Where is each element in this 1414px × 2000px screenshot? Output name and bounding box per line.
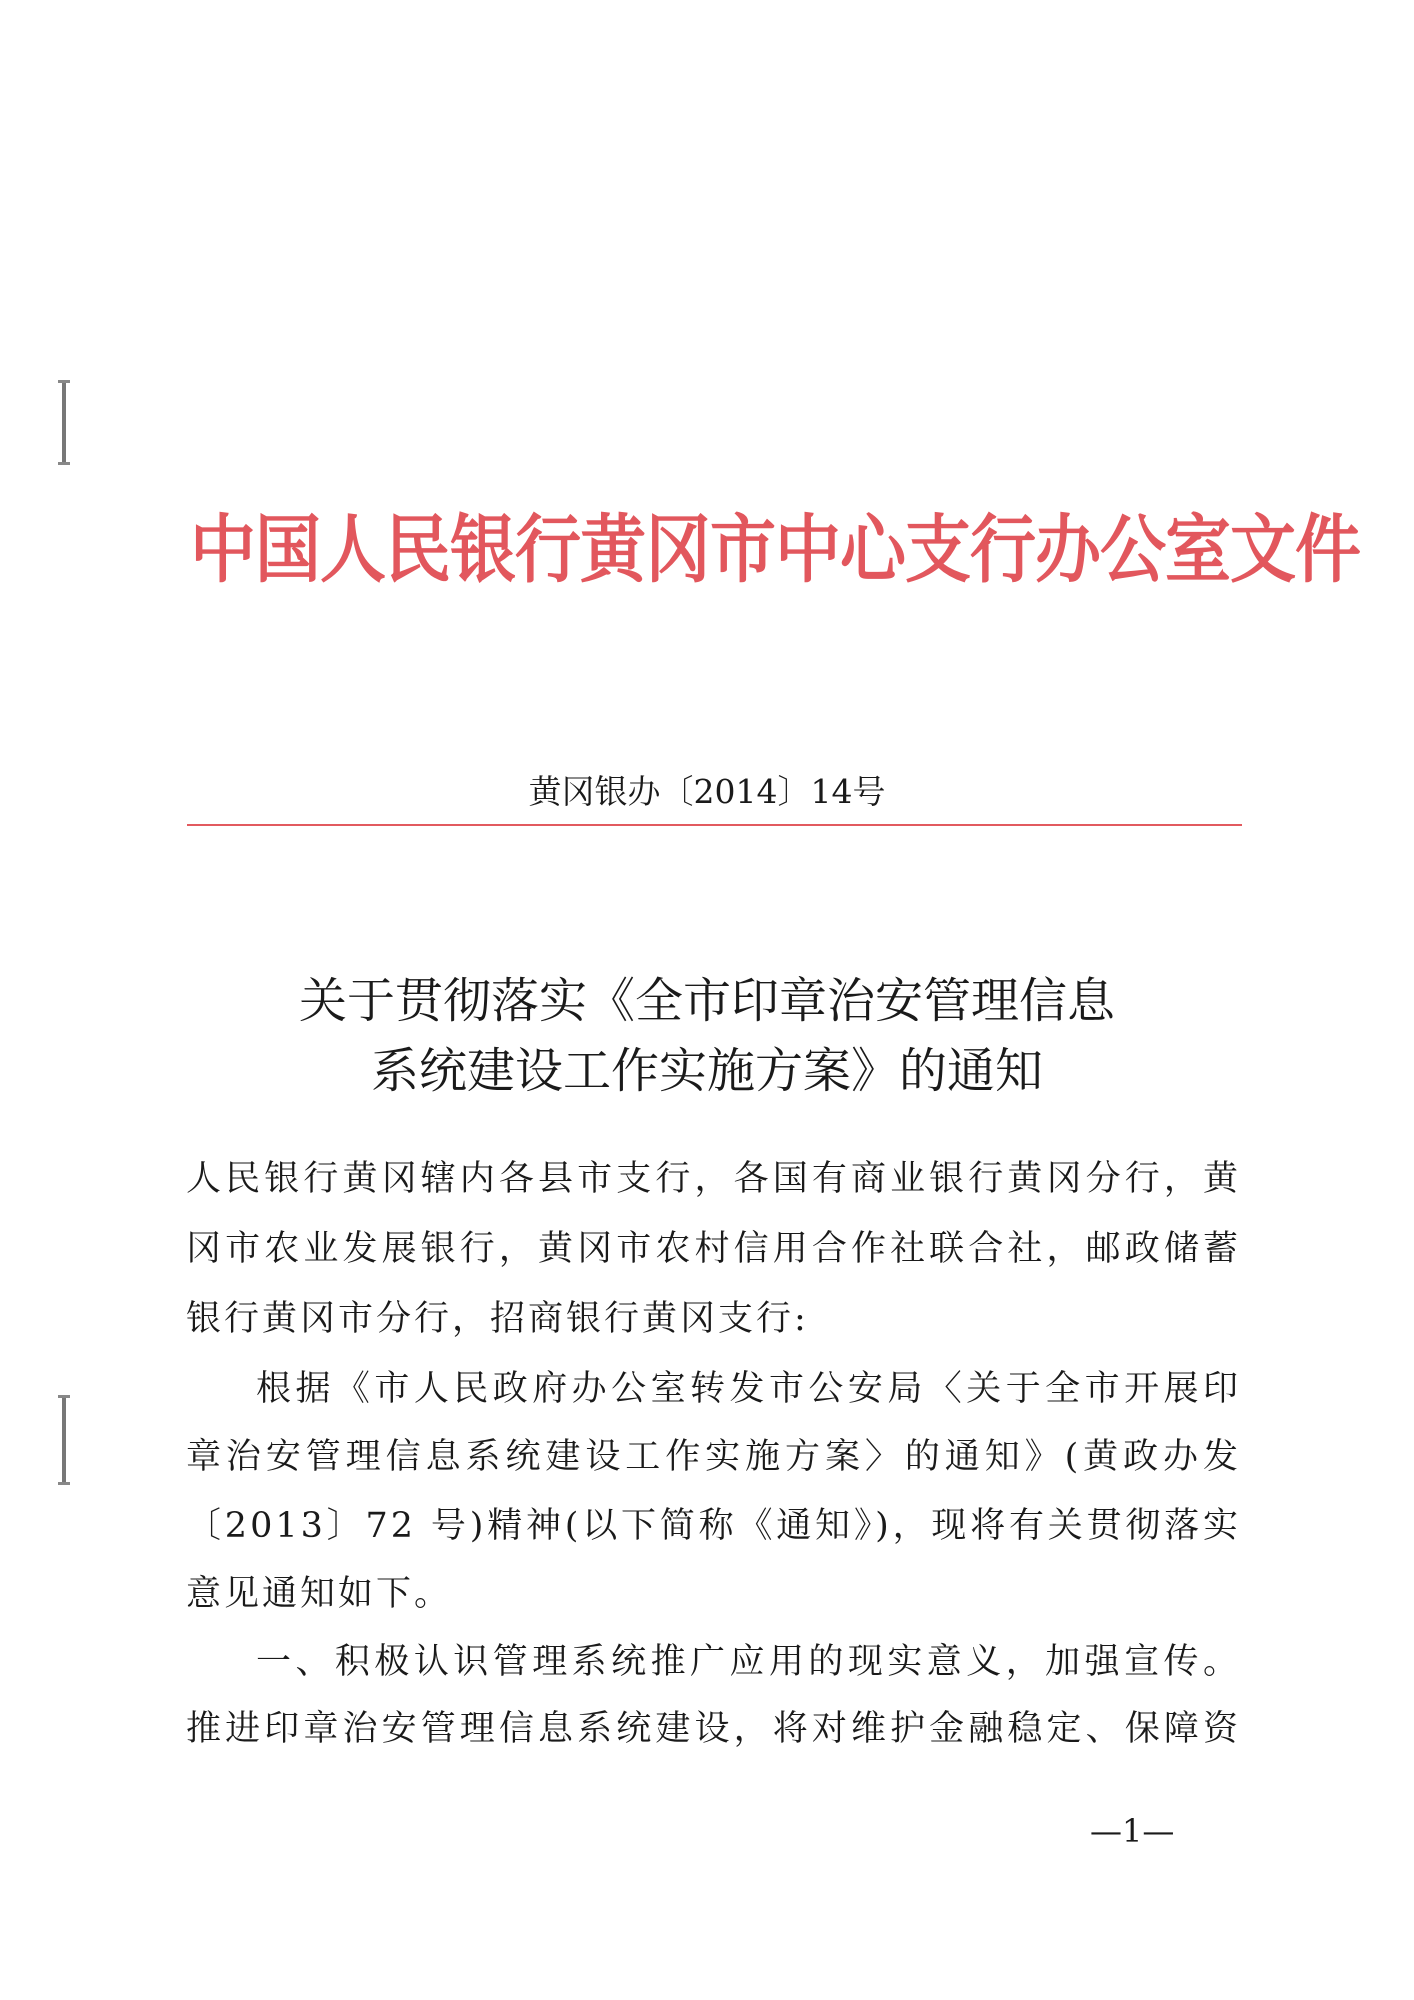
body-text-line: 冈市农业发展银行，黄冈市农村信用合作社联合社，邮政储蓄 bbox=[186, 1229, 1241, 1269]
binding-staple-mark-top bbox=[62, 380, 66, 465]
body-text-line: 根据《市人民政府办公室转发市公安局〈关于全市开展印 bbox=[256, 1369, 1241, 1409]
page-number: —1— bbox=[1090, 1812, 1175, 1850]
body-text-line: 推进印章治安管理信息系统建设，将对维护金融稳定、保障资 bbox=[186, 1709, 1241, 1749]
notice-title-line-2: 系统建设工作实施方案》的通知 bbox=[370, 1043, 1043, 1099]
issuing-organization-title: 中国人民银行黄冈市中心支行办公室文件 bbox=[190, 505, 1360, 594]
body-text-line: 意见通知如下。 bbox=[186, 1574, 453, 1614]
red-separator-rule bbox=[187, 824, 1242, 826]
body-text-line: 一、积极认识管理系统推广应用的现实意义，加强宣传。 bbox=[256, 1642, 1241, 1682]
body-text-line: 银行黄冈市分行，招商银行黄冈支行: bbox=[186, 1299, 809, 1339]
body-text-line: 人民银行黄冈辖内各县市支行，各国有商业银行黄冈分行，黄 bbox=[186, 1159, 1241, 1199]
binding-staple-mark-bottom bbox=[62, 1395, 66, 1485]
notice-title-line-1: 关于贯彻落实《全市印章治安管理信息 bbox=[298, 973, 1115, 1029]
body-text-line: 章治安管理信息系统建设工作实施方案〉的通知》(黄政办发 bbox=[186, 1437, 1241, 1477]
body-text-line: 〔2013〕72 号)精神(以下简称《通知》)，现将有关贯彻落实 bbox=[186, 1506, 1241, 1546]
document-number: 黄冈银办〔2014〕14号 bbox=[528, 772, 886, 811]
